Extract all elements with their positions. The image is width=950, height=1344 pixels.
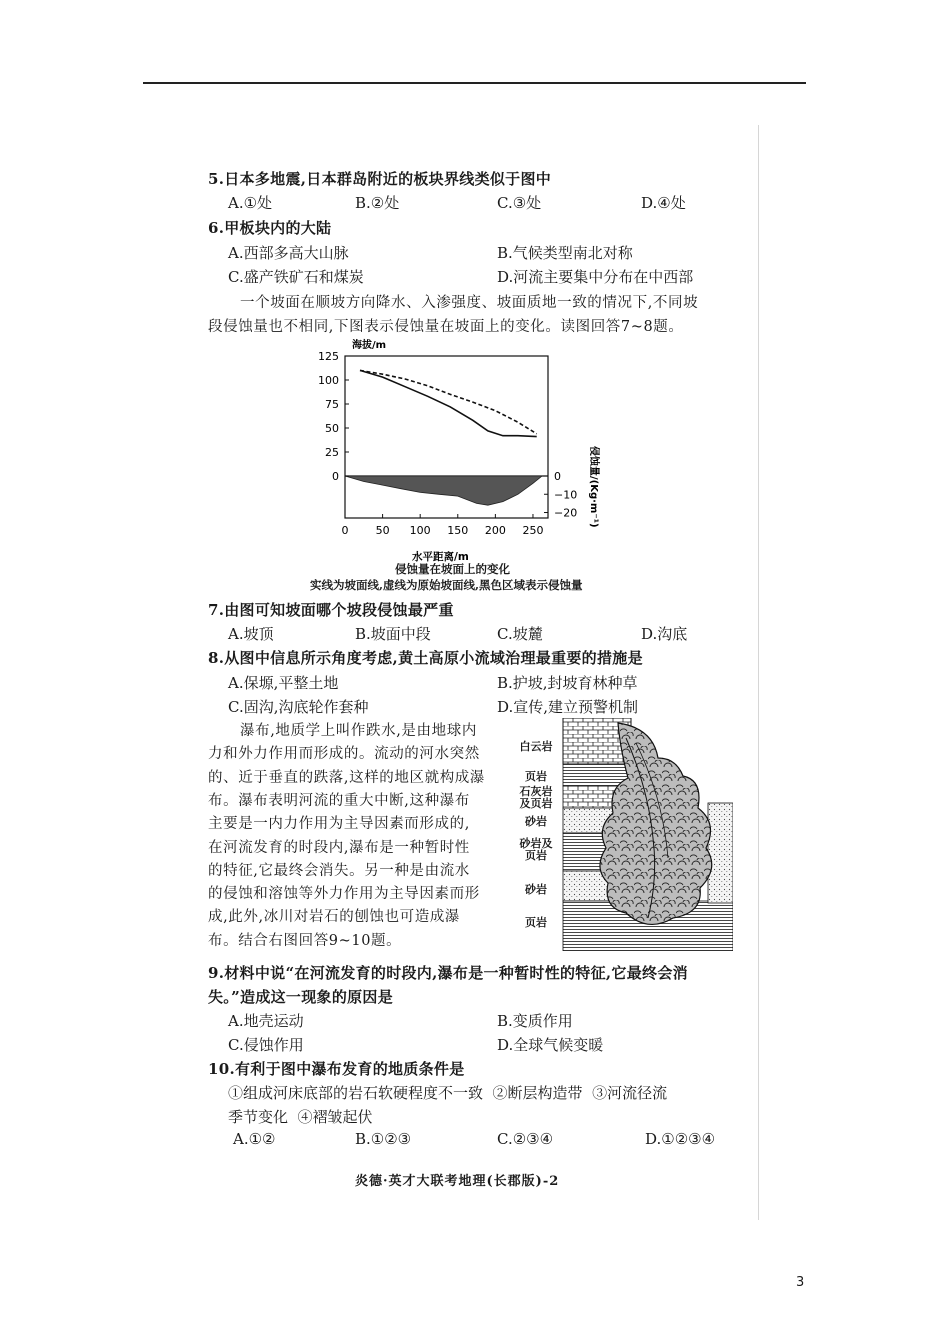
slope-line-current <box>360 370 537 436</box>
chart-caption: 实线为坡面线,虚线为原始坡面线,黑色区域表示侵蚀量 <box>310 578 583 592</box>
chart-title: 侵蚀量在坡面上的变化 <box>395 562 510 576</box>
q9-stem-line1: 9.材料中说“在河流发育的时段内,瀑布是一种暂时性的特征,它最终会消 <box>208 964 688 982</box>
q5-stem: 5.日本多地震,日本群岛附近的板块界线类似于图中 <box>208 170 552 188</box>
q6-option-c: C.盛产铁矿石和煤炭 <box>228 268 364 286</box>
waterfall-text-line: 的、近于垂直的跌落,这样的地区就构成瀑 <box>208 769 486 786</box>
q6-option-b: B.气候类型南北对称 <box>497 244 633 262</box>
y-left-axis-label: 海拔/m <box>352 340 387 351</box>
q9-stem-line2: 失。”造成这一现象的原因是 <box>208 988 394 1006</box>
q10-option-d: D.①②③④ <box>645 1130 716 1148</box>
page-number: 3 <box>796 1275 805 1290</box>
intro-line-2: 段侵蚀量也不相同,下图表示侵蚀量在坡面上的变化。读图回答7~8题。 <box>208 319 684 335</box>
q6-option-d: D.河流主要集中分布在中西部 <box>497 268 694 286</box>
waterfall-text-line: 布。结合右图回答9~10题。 <box>208 932 402 949</box>
q9-option-c: C.侵蚀作用 <box>228 1036 304 1054</box>
rock-label-shale-2: 页岩 <box>525 916 547 929</box>
q10-option-c: C.②③④ <box>497 1130 554 1148</box>
rock-label-limestone-shale: 石灰岩及页岩 <box>519 785 553 810</box>
q7-option-b: B.坡面中段 <box>355 625 431 643</box>
y-left-tick-label: 100 <box>318 374 339 387</box>
q10-conditions-line2: 季节变化 ④褶皱起伏 <box>228 1108 373 1126</box>
y-left-tick-label: 25 <box>325 446 339 459</box>
q9-option-b: B.变质作用 <box>497 1012 573 1030</box>
y-right-tick-label: −10 <box>554 488 578 502</box>
y-right-tick-label: −20 <box>554 506 578 520</box>
x-tick-label: 150 <box>447 524 469 537</box>
y-right-tick-label: 0 <box>554 470 561 483</box>
q8-option-d: D.宣传,建立预警机制 <box>497 698 639 716</box>
waterfall-text-line: 布。瀑布表明河流的重大中断,这种瀑布 <box>208 792 470 809</box>
q7-option-a: A.坡顶 <box>228 625 274 643</box>
q8-option-c: C.固沟,沟底轮作套种 <box>228 698 369 716</box>
q7-option-c: C.坡麓 <box>497 625 543 643</box>
q9-option-d: D.全球气候变暖 <box>497 1036 604 1054</box>
page-footer: 炎德·英才大联考地理(长郡版)-2 <box>355 1174 560 1189</box>
side-rule <box>758 125 759 1220</box>
q8-stem: 8.从图中信息所示角度考虑,黄土高原小流域治理最重要的措施是 <box>208 649 643 667</box>
waterfall-text-line: 成,此外,冰川对岩石的刨蚀也可造成瀑 <box>208 909 461 926</box>
y-right-axis-label: 侵蚀量/(Kg·m⁻¹) <box>588 446 599 528</box>
q8-option-b: B.护坡,封坡育林种草 <box>497 674 638 692</box>
x-tick-label: 250 <box>522 524 544 537</box>
y-left-tick-label: 75 <box>325 398 339 411</box>
x-tick-label: 200 <box>484 524 506 537</box>
q6-stem: 6.甲板块内的大陆 <box>208 219 332 237</box>
y-left-tick-label: 125 <box>318 350 339 363</box>
waterfall-text-line: 瀑布,地质学上叫作跌水,是由地球内 <box>240 723 477 739</box>
q6-option-a: A.西部多高大山脉 <box>228 244 349 262</box>
q5-option-d: D.④处 <box>641 194 686 212</box>
waterfall-text-line: 主要是一内力作用为主导因素而形成的, <box>208 816 470 833</box>
q10-option-a: A.①② <box>233 1130 276 1148</box>
slope-line-original <box>360 370 537 433</box>
q9-option-a: A.地壳运动 <box>228 1012 304 1030</box>
top-rule <box>143 82 806 84</box>
rock-label-sandstone-2: 砂岩 <box>525 883 547 896</box>
q5-option-c: C.③处 <box>497 194 542 212</box>
erosion-area <box>345 476 542 505</box>
waterfall-figure <box>508 718 733 951</box>
waterfall-text-line: 的特征,它最终会消失。另一种是由流水 <box>208 862 470 879</box>
rock-label-dolomite: 白云岩 <box>519 740 553 753</box>
rock-label-sandstone-shale: 砂岩及页岩 <box>519 837 553 862</box>
rock-label-shale-1: 页岩 <box>525 770 547 783</box>
rock-label-sandstone-1: 砂岩 <box>525 815 547 828</box>
waterfall-text-line: 力和外力作用而形成的。流动的河水突然 <box>208 746 480 763</box>
q10-stem: 10.有利于图中瀑布发育的地质条件是 <box>208 1060 465 1078</box>
x-axis-label: 水平距离/m <box>412 551 469 563</box>
q5-option-a: A.①处 <box>228 194 273 212</box>
q7-option-d: D.沟底 <box>641 625 688 643</box>
x-tick-label: 0 <box>341 524 349 537</box>
waterfall-text-line: 的侵蚀和溶蚀等外力作用为主导因素而形 <box>208 886 480 903</box>
q8-option-a: A.保塬,平整土地 <box>228 674 339 692</box>
y-left-tick-label: 50 <box>325 422 339 435</box>
y-left-tick-label: 0 <box>332 470 339 483</box>
x-tick-label: 100 <box>409 524 431 537</box>
q5-option-b: B.②处 <box>355 194 400 212</box>
q10-conditions-line1: ①组成河床底部的岩石软硬程度不一致 ②断层构造带 ③河流径流 <box>228 1084 668 1102</box>
intro-line-1: 一个坡面在顺坡方向降水、入渗强度、坡面质地一致的情况下,不同坡 <box>240 295 699 311</box>
waterfall-text-line: 在河流发育的时段内,瀑布是一种暂时性 <box>208 839 470 856</box>
erosion-chart <box>300 336 620 566</box>
x-tick-label: 50 <box>375 524 390 537</box>
q7-stem: 7.由图可知坡面哪个坡段侵蚀最严重 <box>208 601 454 619</box>
q10-option-b: B.①②③ <box>355 1130 412 1148</box>
